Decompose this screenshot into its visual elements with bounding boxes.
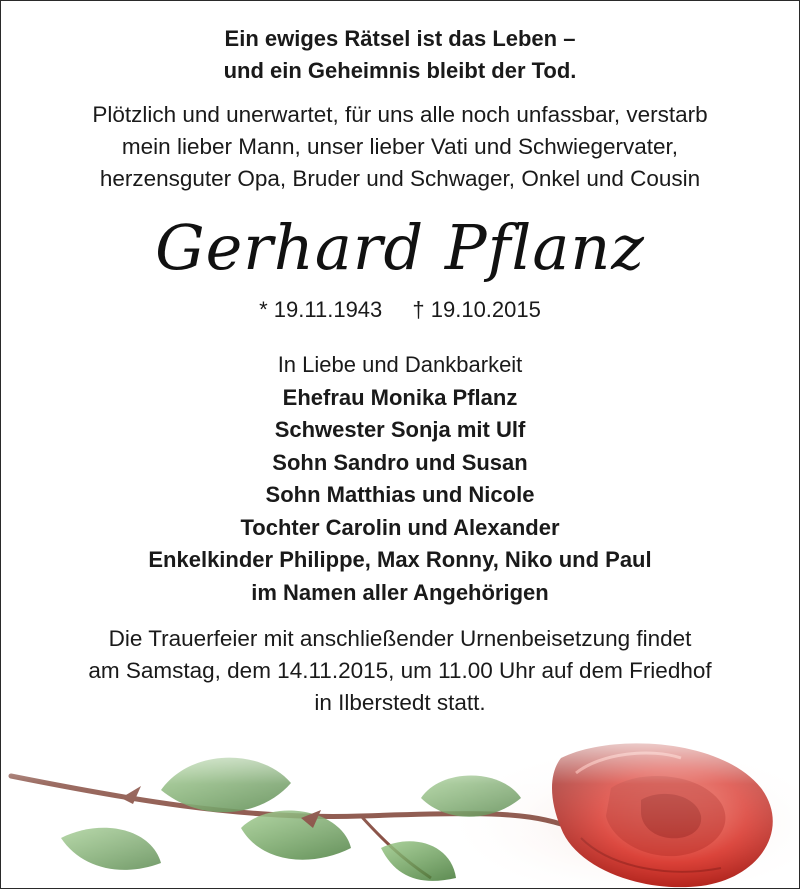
- rose-image: [1, 728, 800, 888]
- intro-text: [1, 99, 799, 195]
- ceremony-line: Die Trauerfeier mit anschließender Urnenbeisetzung findet: [108, 626, 692, 651]
- mourners-heading: In Liebe und Dankbarkeit: [277, 352, 523, 377]
- intro-line: mein lieber Mann, unser lieber Vati und Schwiegervater,: [121, 134, 679, 159]
- intro-line: herzensguter Opa, Bruder und Schwager, Onkel und Cousin: [99, 166, 701, 191]
- birth-date: * 19.11.1943: [259, 297, 383, 322]
- motto: [1, 23, 799, 87]
- deceased-name: Gerhard Pflanz: [155, 211, 645, 284]
- motto-line: und ein Geheimnis bleibt der Tod.: [223, 58, 577, 83]
- mourners-list: [1, 349, 799, 609]
- mourner-name: Ehefrau Monika Pflanz: [282, 384, 518, 410]
- death-date: † 19.10.2015: [412, 297, 541, 322]
- mourner-name: Sohn Matthias und Nicole: [265, 482, 535, 507]
- motto-line: Ein ewiges Rätsel ist das Leben –: [224, 26, 576, 51]
- ceremony-line: in Ilberstedt statt.: [314, 690, 486, 715]
- life-dates: [1, 295, 799, 325]
- mourner-name: Sohn Sandro und Susan: [272, 449, 528, 475]
- mourner-name: Schwester Sonja mit Ulf: [274, 417, 526, 442]
- obituary-text: [1, 1, 799, 719]
- ceremony-line: am Samstag, dem 14.11.2015, um 11.00 Uhr auf dem Friedhof: [88, 658, 712, 683]
- mourner-name: Tochter Carolin und Alexander: [240, 514, 560, 540]
- mourner-name: im Namen aller Angehörigen: [251, 579, 549, 605]
- intro-line: Plötzlich und unerwartet, für uns alle noch unfassbar, verstarb: [92, 102, 708, 127]
- ceremony-info: [1, 623, 799, 719]
- mourner-name: Enkelkinder Philippe, Max Ronny, Niko und Paul: [148, 547, 652, 572]
